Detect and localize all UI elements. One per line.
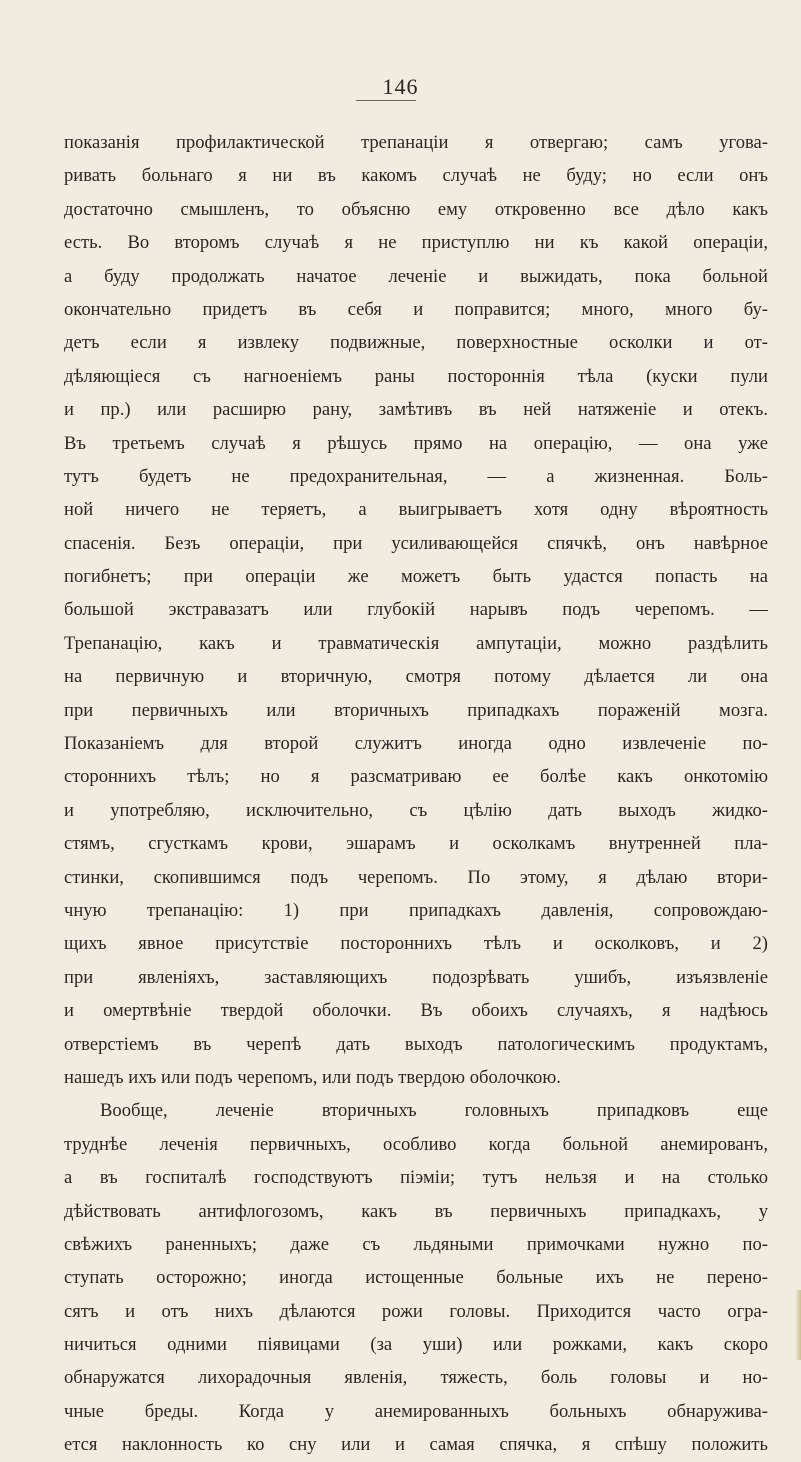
page-edge-mark — [795, 1290, 801, 1360]
text-line: Показаніемъ для второй служитъ иногда одно извлеченіе по- — [64, 733, 768, 755]
text-line: спасенія. Безъ операціи, при усиливающейся спячкѣ, онъ навѣрное — [64, 532, 768, 554]
text-line: отверстіемъ въ черепѣ дать выходъ патологическимъ продуктамъ, — [64, 1033, 768, 1055]
text-line: Въ третьемъ случаѣ я рѣшусь прямо на операцію, — она уже — [64, 432, 768, 454]
text-line: а буду продолжать начатое леченіе и выжидать, пока больной — [64, 265, 768, 287]
text-line: труднѣе леченія первичныхъ, особливо когда больной анемированъ, — [64, 1133, 768, 1155]
text-line: окончательно придетъ въ себя и поправится; много, много бу- — [64, 298, 768, 320]
text-line: стямъ, сгусткамъ крови, эшарамъ и осколкамъ внутренней пла- — [64, 833, 768, 855]
text-line: ется наклонность ко сну или и самая спячка, я спѣшу положить — [64, 1434, 768, 1456]
text-line: Вообще, леченіе вторичныхъ головныхъ припадковъ еще — [100, 1100, 768, 1122]
text-line: при явленіяхъ, заставляющихъ подозрѣвать ушибъ, изъязвленіе — [64, 966, 768, 988]
text-line: сятъ и отъ нихъ дѣлаются рожи головы. Приходится часто огра- — [64, 1300, 768, 1322]
page-number-underline — [356, 100, 416, 101]
text-line: щихъ явное присутствіе постороннихъ тѣлъ и осколковъ, и 2) — [64, 933, 768, 955]
text-line: обнаружатся лихорадочныя явленія, тяжесть, боль головы и но- — [64, 1367, 768, 1389]
text-line: тутъ будетъ не предохранительная, — а жизненная. Боль- — [64, 465, 768, 487]
text-line: нашедъ ихъ или подъ черепомъ, или подъ твердою оболочкою. — [64, 1066, 561, 1088]
text-line: ривать больнаго я ни въ какомъ случаѣ не буду; но если онъ — [64, 165, 768, 187]
text-line: Трепанацію, какъ и травматическія ампутаціи, можно раздѣлить — [64, 632, 768, 654]
text-line: показанія профилактической трепанаціи я отвергаю; самъ угова- — [64, 132, 768, 153]
text-line: большой экстравазатъ или глубокій нарывъ подъ черепомъ. — — [64, 599, 768, 621]
text-line: и омертвѣніе твердой оболочки. Въ обоихъ случаяхъ, я надѣюсь — [64, 1000, 768, 1022]
text-line: стинки, скопившимся подъ черепомъ. По этому, я дѣлаю втори- — [64, 866, 768, 888]
text-line: ступать осторожно; иногда истощенные больные ихъ не перено- — [64, 1267, 768, 1289]
text-line: чную трепанацію: 1) при припадкахъ давленія, сопровождаю- — [64, 899, 768, 921]
page-number: 146 — [382, 74, 419, 99]
paragraph-1 — [64, 126, 768, 1094]
text-line: дѣйствовать антифлогозомъ, какъ въ первичныхъ припадкахъ, у — [64, 1200, 768, 1222]
text-line: при первичныхъ или вторичныхъ припадкахъ пораженій мозга. — [64, 699, 768, 721]
text-line: чные бреды. Когда у анемированныхъ больныхъ обнаружива- — [64, 1400, 768, 1422]
text-line: ничиться одними піявицами (за уши) или рожками, какъ скоро — [64, 1334, 768, 1356]
body-text — [64, 126, 768, 1462]
text-line: и употребляю, исключительно, съ цѣлію дать выходъ жидко- — [64, 799, 768, 821]
paragraph-2 — [64, 1094, 768, 1461]
text-line: есть. Во второмъ случаѣ я не приступлю ни къ какой операціи, — [64, 232, 768, 254]
text-line: свѣжихъ раненныхъ; даже съ льдяными примочками нужно по- — [64, 1233, 768, 1255]
text-line: ной ничего не теряетъ, а выигрываетъ хотя одну вѣроятность — [64, 499, 768, 521]
text-line: достаточно смышленъ, то объясню ему откровенно все дѣло какъ — [64, 198, 768, 220]
text-line: дѣляющіеся съ нагноеніемъ раны постороннія тѣла (куски пули — [64, 365, 768, 387]
text-line: стороннихъ тѣлъ; но я разсматриваю ее болѣе какъ онкотомію — [64, 766, 768, 788]
text-line: детъ если я извлеку подвижные, поверхностные осколки и от- — [64, 332, 768, 354]
text-line: на первичную и вторичную, смотря потому дѣлается ли она — [64, 666, 768, 688]
text-line: и пр.) или расширю рану, замѣтивъ въ ней натяженіе и отекъ. — [64, 399, 768, 421]
text-line: а въ госпиталѣ господствуютъ піэміи; тутъ нельзя и на столько — [64, 1167, 768, 1189]
text-line: погибнетъ; при операціи же можетъ быть удастся попасть на — [64, 566, 768, 588]
